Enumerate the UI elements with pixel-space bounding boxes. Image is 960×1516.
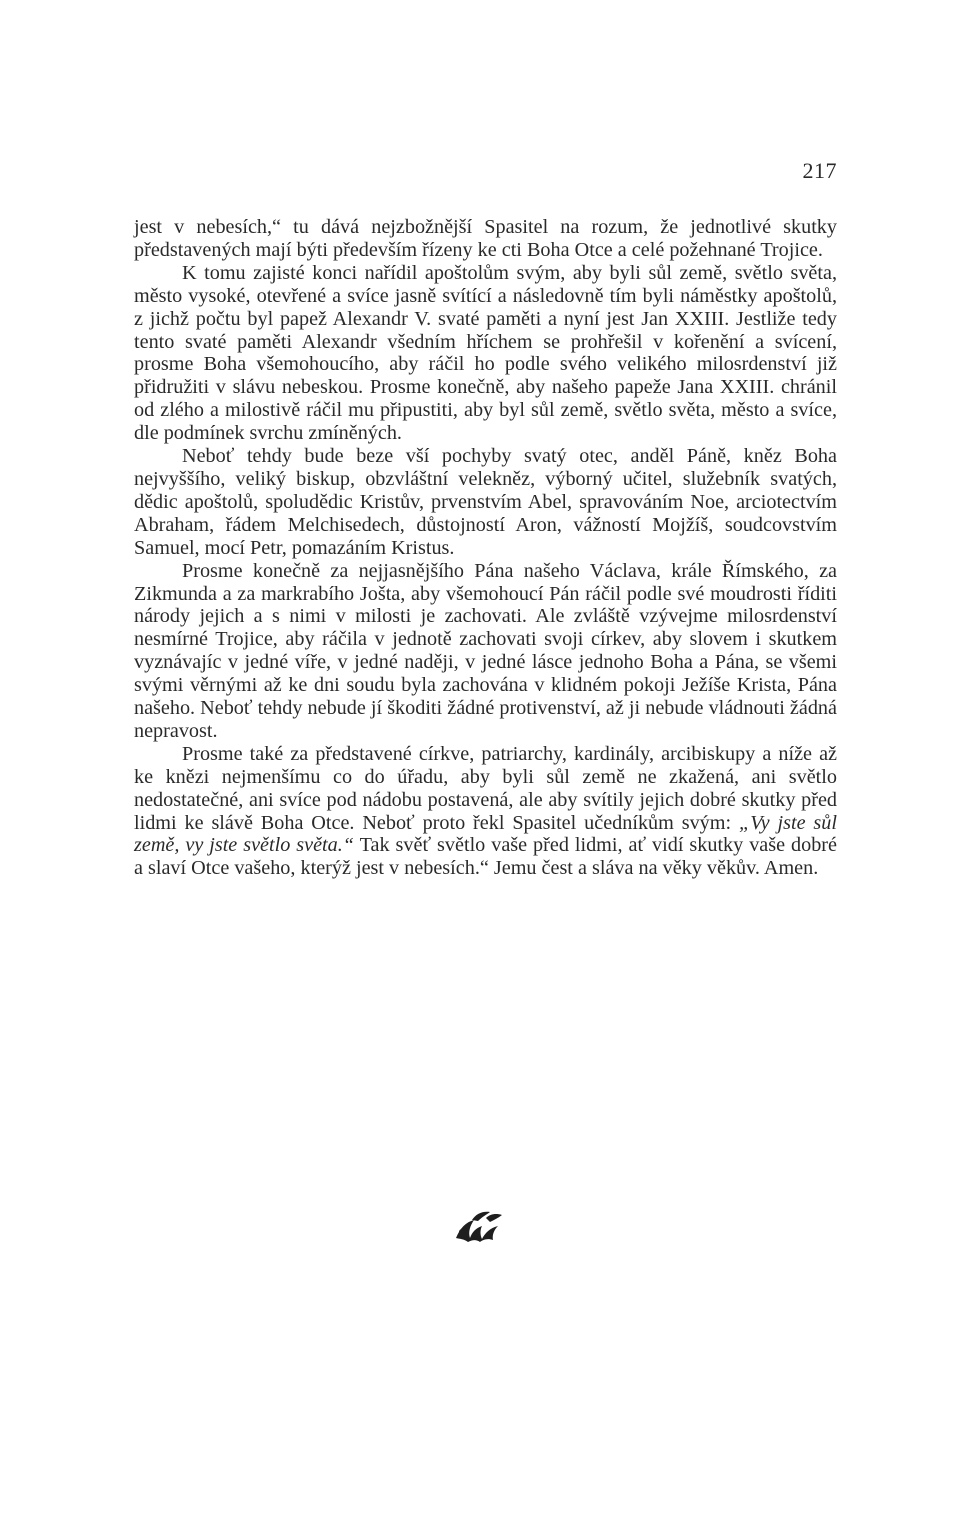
floral-fleuron-icon — [452, 1208, 504, 1244]
body-text — [134, 216, 837, 880]
paragraph-1: jest v nebesích,“ tu dává nejzbožnější Spasitel na rozum, že jednotlivé skutky představených mají býti především řízeny ke cti Boha Otce a celé požehnané Trojice. — [134, 216, 837, 261]
paragraph-3: Neboť tehdy bude beze vší pochyby svatý otec, anděl Páně, kněz Boha nejvyššího, veliký biskup, obzvláštní velekněz, výborný učitel, služebník svatých, dědic apoštolů, spoludědic Kristův, prvenstvím Abel, spravováním Noe, arciotectvím Abraham, řádem Melchisedech, důstojností Aron, vážností Mojžíš, soudcovstvím Samuel, mocí Petr, pomazáním Kristus. — [134, 445, 837, 559]
page-number: 217 — [802, 158, 837, 183]
paragraph-5 — [134, 743, 837, 880]
paragraph-5-quote: „Vy jste sůl země, vy jste světlo světa.“ — [134, 811, 837, 857]
paragraph-4: Prosme konečně za nejjasnějšího Pána našeho Václava, krále Římského, za Zikmunda a za markrabího Jošta, aby všemohoucí Pán ráčil podle své moudrosti říditi národy jejich a s nimi v milosti je zachovati. Ale zvláště vzývejme milosrdenství nesmírné Trojice, aby ráčila v jednotě zachovati svoji církev, aby slovem i skutkem vyznávajíc v jedné víře, v jedné naději, v jedné lásce jednoho Boha a Pána, se všemi svými věrnými až ke dni soudu byla zachována v klidném pokoji Ježíše Krista, Pána našeho. Neboť tehdy nebude jí škoditi žádné protivenství, až ji nebude vládnouti žádná nepravost. — [134, 559, 837, 742]
paragraph-5-text-after: Tak svěť světlo vaše před lidmi, ať vidí skutky vaše dobré a slaví Otce vašeho, kterýž jest v nebesích.“ Jemu čest a sláva na věky věkův. Amen. — [134, 834, 837, 880]
paragraph-2: K tomu zajisté konci nařídil apoštolům svým, aby byli sůl země, světlo světa, město vysoké, otevřené a svíce jasně svítící a následovně tím byli náměstky apoštolů, z jichž počtu byl papež Alexandr V. svaté paměti a nyní jest Jan XXIII. Jestliže tedy tento svaté paměti Alexandr všedním hříchem se prohřešil v kořenění a svícení, prosme Boha všemohoucího, aby ráčil ho podle svého velikého milosrdenství již přidružiti v slávu nebeskou. Prosme konečně, aby našeho papeže Jana XXIII. chránil od zlého a milostivě ráčil mu připustiti, aby byl sůl země, světlo světa, město a svíce, dle podmínek svrchu zmíněných. — [134, 261, 837, 445]
paragraph-5-text-before: Prosme také za představené církve, patriarchy, kardinály, arcibiskupy a níže až ke knězi nejmenšímu co do úřadu, aby byli sůl země ne zkažená, ani světlo nedostatečné, ani svíce pod nádobu postavená, ale aby svítily jejich dobré skutky před lidmi ke slávě Boha Otce. Neboť proto řekl Spasitel učedníkům svým: — [134, 742, 837, 834]
